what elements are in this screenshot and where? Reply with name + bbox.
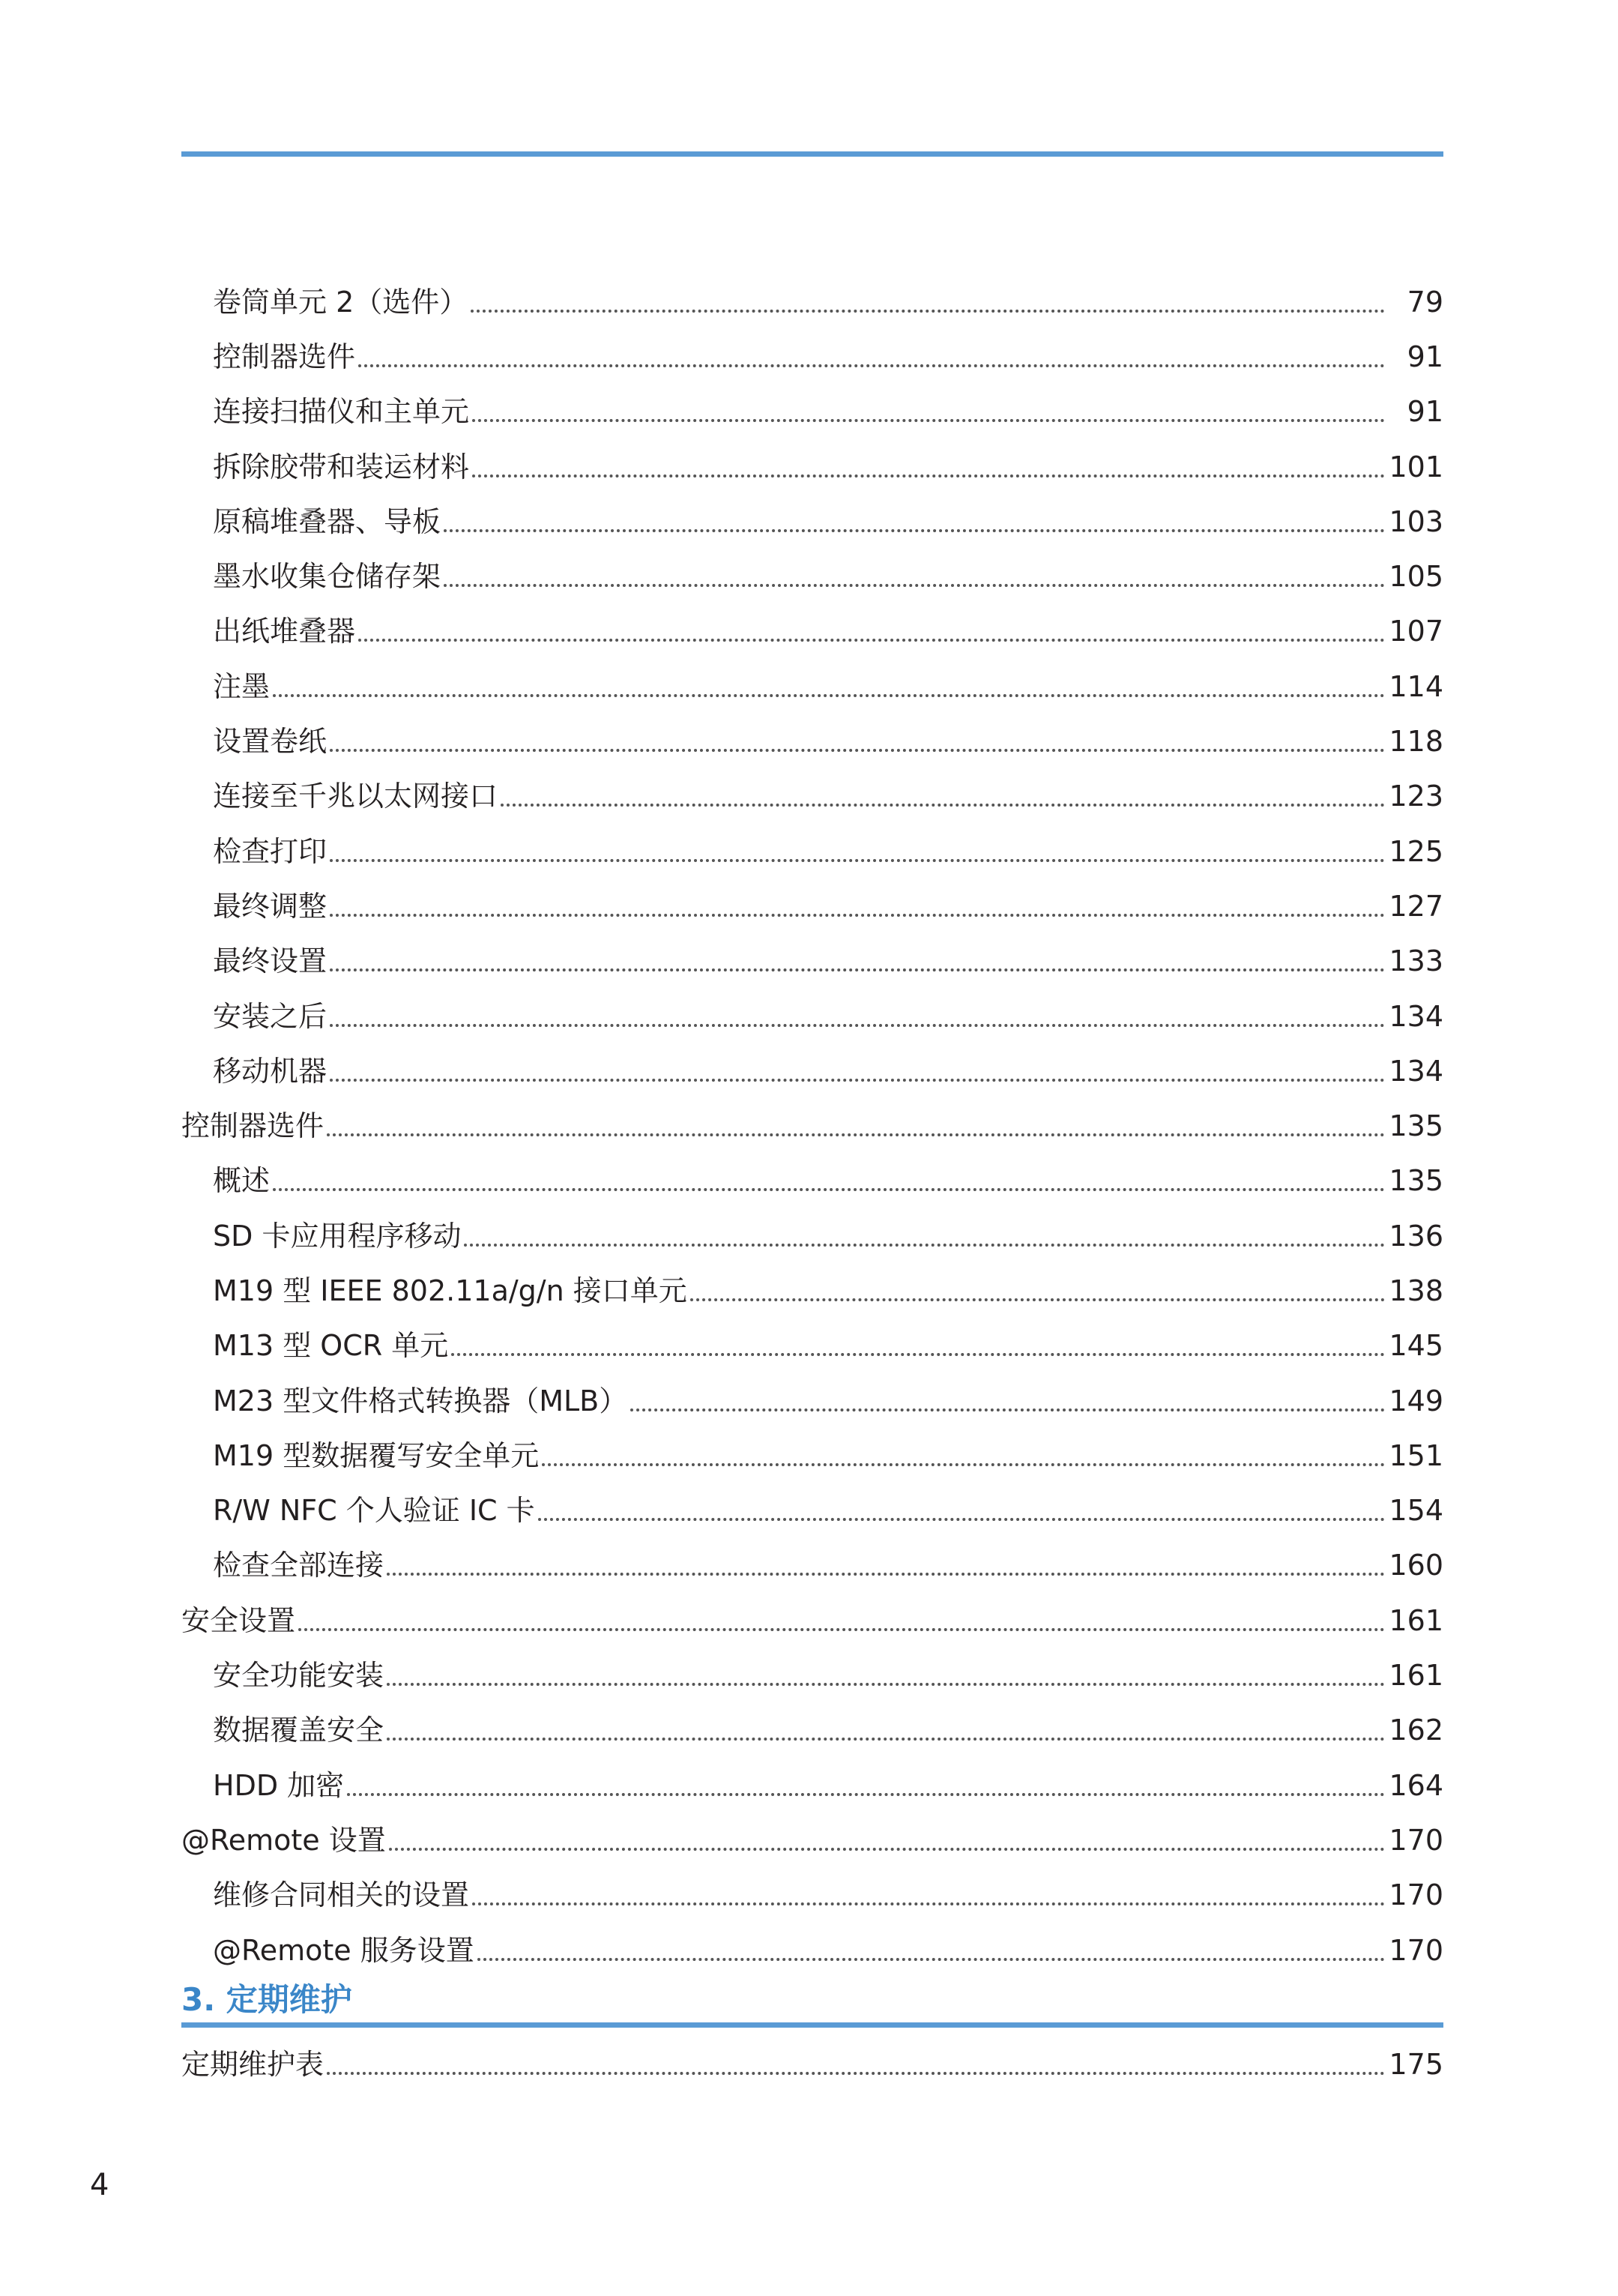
dot-leader bbox=[330, 1079, 1385, 1082]
dot-leader bbox=[273, 1188, 1385, 1191]
toc-entry-page[interactable]: 107 bbox=[1389, 615, 1443, 648]
dot-leader bbox=[501, 804, 1385, 807]
toc-entry-page[interactable]: 162 bbox=[1389, 1714, 1443, 1747]
toc-entry-page[interactable]: 161 bbox=[1389, 1603, 1443, 1637]
dot-leader bbox=[327, 2072, 1385, 2075]
toc-entry[interactable] bbox=[181, 604, 1443, 659]
toc-entry-label[interactable]: 安全功能安装 bbox=[213, 1659, 384, 1693]
toc-entry-page[interactable]: 79 bbox=[1407, 285, 1443, 319]
toc-entry-label[interactable]: 检查全部连接 bbox=[213, 1549, 384, 1582]
toc-entry[interactable] bbox=[181, 659, 1443, 714]
toc-entry[interactable] bbox=[181, 439, 1443, 494]
toc-entry[interactable] bbox=[181, 549, 1443, 603]
dot-leader bbox=[444, 529, 1385, 532]
page-number: 4 bbox=[90, 2168, 109, 2202]
toc-entry[interactable] bbox=[181, 1483, 1443, 1538]
toc-entry[interactable] bbox=[181, 1373, 1443, 1428]
toc-entry[interactable] bbox=[181, 1868, 1443, 1923]
toc-entry-label[interactable]: 墨水收集仓储存架 bbox=[213, 560, 441, 594]
dot-leader bbox=[690, 1298, 1385, 1301]
toc-entry-label[interactable]: 出纸堆叠器 bbox=[213, 615, 356, 648]
toc-entry-page[interactable]: 101 bbox=[1389, 450, 1443, 483]
toc-entry-page[interactable]: 170 bbox=[1389, 1823, 1443, 1857]
toc-entry-page[interactable]: 175 bbox=[1389, 2047, 1443, 2081]
toc-entry[interactable] bbox=[181, 385, 1443, 439]
toc-entry[interactable] bbox=[181, 1538, 1443, 1593]
toc-entry-page[interactable]: 170 bbox=[1389, 1878, 1443, 1912]
toc-entry-page[interactable]: 136 bbox=[1389, 1219, 1443, 1253]
toc-entry[interactable] bbox=[181, 1593, 1443, 1648]
toc-entry-label[interactable]: 安全设置 bbox=[181, 1603, 296, 1637]
toc-entry-page[interactable]: 123 bbox=[1389, 780, 1443, 813]
toc-entry-page[interactable]: 133 bbox=[1389, 944, 1443, 978]
toc-entry-page[interactable]: 134 bbox=[1389, 1054, 1443, 1088]
toc-entry-label[interactable]: 控制器选件 bbox=[181, 1109, 324, 1143]
toc-entry-page[interactable]: 91 bbox=[1407, 395, 1443, 429]
dot-leader bbox=[330, 859, 1385, 862]
toc-entry-label[interactable]: 拆除胶带和装运材料 bbox=[213, 450, 470, 483]
dot-leader bbox=[472, 419, 1385, 422]
toc-entry-label[interactable]: SD 卡应用程序移动 bbox=[213, 1219, 462, 1253]
chapter-heading bbox=[181, 1973, 1443, 2028]
toc-entry-page[interactable]: 125 bbox=[1389, 834, 1443, 868]
toc-entry-label[interactable]: 注墨 bbox=[213, 669, 271, 703]
toc-entry-page[interactable]: 145 bbox=[1389, 1329, 1443, 1363]
toc-entry-label[interactable]: 定期维护表 bbox=[181, 2047, 324, 2081]
toc-entry-label[interactable]: 控制器选件 bbox=[213, 340, 356, 373]
toc-entry[interactable] bbox=[181, 879, 1443, 933]
toc-entry[interactable] bbox=[181, 274, 1443, 329]
dot-leader bbox=[358, 639, 1385, 642]
toc-entry-page[interactable]: 135 bbox=[1389, 1109, 1443, 1143]
chapter-rule bbox=[181, 2022, 1443, 2028]
toc-entry-label[interactable]: 安装之后 bbox=[213, 999, 327, 1033]
toc-entry-label[interactable]: 设置卷纸 bbox=[213, 725, 327, 759]
toc-entry-label[interactable]: R/W NFC 个人验证 IC 卡 bbox=[213, 1494, 535, 1528]
toc-entry[interactable] bbox=[181, 1154, 1443, 1208]
dot-leader bbox=[330, 914, 1385, 917]
toc-entry-page[interactable]: 149 bbox=[1389, 1384, 1443, 1417]
dot-leader bbox=[387, 1738, 1385, 1741]
toc-entry-label[interactable]: 卷筒单元 2（选件） bbox=[213, 285, 468, 319]
dot-leader bbox=[358, 364, 1385, 367]
toc-entry-label[interactable]: 连接扫描仪和主单元 bbox=[213, 395, 470, 429]
toc-entry-page[interactable]: 91 bbox=[1407, 340, 1443, 373]
toc-entry[interactable] bbox=[181, 824, 1443, 879]
toc-entry[interactable] bbox=[181, 329, 1443, 384]
dot-leader bbox=[471, 310, 1385, 313]
dot-leader bbox=[630, 1408, 1385, 1411]
dot-leader bbox=[330, 968, 1385, 971]
toc-entry-page[interactable]: 114 bbox=[1389, 669, 1443, 703]
toc-entry[interactable] bbox=[181, 494, 1443, 549]
toc-entry[interactable] bbox=[181, 1043, 1443, 1098]
toc-entry-label[interactable]: M19 型数据覆写安全单元 bbox=[213, 1438, 540, 1472]
chapter-title[interactable]: 3. 定期维护 bbox=[181, 1981, 352, 2018]
toc-entry-label[interactable]: 最终调整 bbox=[213, 889, 327, 923]
toc-entry-label[interactable]: 移动机器 bbox=[213, 1054, 327, 1088]
toc-entry-page[interactable]: 127 bbox=[1389, 889, 1443, 923]
toc-entry-label[interactable]: 连接至千兆以太网接口 bbox=[213, 780, 498, 813]
toc-entry-page[interactable]: 105 bbox=[1389, 560, 1443, 594]
toc-entry[interactable] bbox=[181, 1428, 1443, 1483]
table-of-contents bbox=[181, 274, 1443, 1977]
toc-entry[interactable] bbox=[181, 934, 1443, 989]
toc-entry[interactable] bbox=[181, 1098, 1443, 1153]
dot-leader bbox=[464, 1244, 1385, 1247]
toc-entry-label[interactable]: 数据覆盖安全 bbox=[213, 1714, 384, 1747]
dot-leader bbox=[477, 1958, 1385, 1961]
toc-entry-label[interactable]: 检查打印 bbox=[213, 834, 327, 868]
toc-entry[interactable] bbox=[181, 769, 1443, 824]
toc-entry-label[interactable]: 原稿堆叠器、导板 bbox=[213, 504, 441, 538]
dot-leader bbox=[451, 1353, 1385, 1356]
dot-leader bbox=[273, 694, 1385, 697]
toc-entry-page[interactable]: 154 bbox=[1389, 1494, 1443, 1528]
dot-leader bbox=[538, 1518, 1385, 1521]
toc-entry-label[interactable]: 维修合同相关的设置 bbox=[213, 1878, 470, 1912]
toc-entry-label[interactable]: M19 型 IEEE 802.11a/g/n 接口单元 bbox=[213, 1274, 687, 1307]
toc-entry[interactable] bbox=[181, 1319, 1443, 1373]
toc-entry[interactable] bbox=[181, 1758, 1443, 1813]
toc-entry-label[interactable]: 概述 bbox=[213, 1164, 271, 1198]
toc-entry-page[interactable]: 135 bbox=[1389, 1164, 1443, 1198]
dot-leader bbox=[542, 1463, 1385, 1466]
toc-entry-page[interactable]: 151 bbox=[1389, 1438, 1443, 1472]
toc-entry-page[interactable]: 138 bbox=[1389, 1274, 1443, 1307]
toc-entry-label[interactable]: M13 型 OCR 单元 bbox=[213, 1329, 449, 1363]
toc-entry-label[interactable]: 最终设置 bbox=[213, 944, 327, 978]
toc-entry-page[interactable]: 118 bbox=[1389, 725, 1443, 759]
chapter-entries bbox=[181, 2037, 1443, 2091]
toc-entry-label[interactable]: @Remote 设置 bbox=[181, 1823, 386, 1857]
dot-leader bbox=[330, 749, 1385, 752]
dot-leader bbox=[387, 1573, 1385, 1576]
dot-leader bbox=[327, 1133, 1385, 1136]
toc-entry-page[interactable]: 134 bbox=[1389, 999, 1443, 1033]
toc-entry[interactable] bbox=[181, 1703, 1443, 1758]
toc-entry[interactable] bbox=[181, 1923, 1443, 1977]
toc-entry[interactable] bbox=[181, 1208, 1443, 1263]
toc-entry[interactable] bbox=[181, 989, 1443, 1043]
toc-entry-page[interactable]: 103 bbox=[1389, 504, 1443, 538]
toc-entry[interactable] bbox=[181, 1263, 1443, 1318]
toc-entry[interactable] bbox=[181, 2037, 1443, 2091]
toc-entry-page[interactable]: 170 bbox=[1389, 1933, 1443, 1967]
header-rule bbox=[181, 151, 1443, 157]
dot-leader bbox=[298, 1628, 1385, 1631]
dot-leader bbox=[444, 584, 1385, 587]
toc-entry-page[interactable]: 160 bbox=[1389, 1549, 1443, 1582]
toc-entry-label[interactable]: @Remote 服务设置 bbox=[213, 1933, 474, 1967]
toc-entry[interactable] bbox=[181, 714, 1443, 768]
toc-entry-page[interactable]: 161 bbox=[1389, 1659, 1443, 1693]
dot-leader bbox=[389, 1848, 1385, 1851]
toc-entry-label[interactable]: M23 型文件格式转换器（MLB） bbox=[213, 1384, 628, 1417]
dot-leader bbox=[387, 1683, 1385, 1686]
toc-entry-page[interactable]: 164 bbox=[1389, 1768, 1443, 1802]
toc-entry[interactable] bbox=[181, 1648, 1443, 1702]
dot-leader bbox=[472, 1902, 1385, 1905]
toc-entry[interactable] bbox=[181, 1813, 1443, 1867]
dot-leader bbox=[330, 1024, 1385, 1027]
toc-entry-label[interactable]: HDD 加密 bbox=[213, 1768, 345, 1802]
dot-leader bbox=[472, 474, 1385, 477]
dot-leader bbox=[347, 1793, 1385, 1796]
